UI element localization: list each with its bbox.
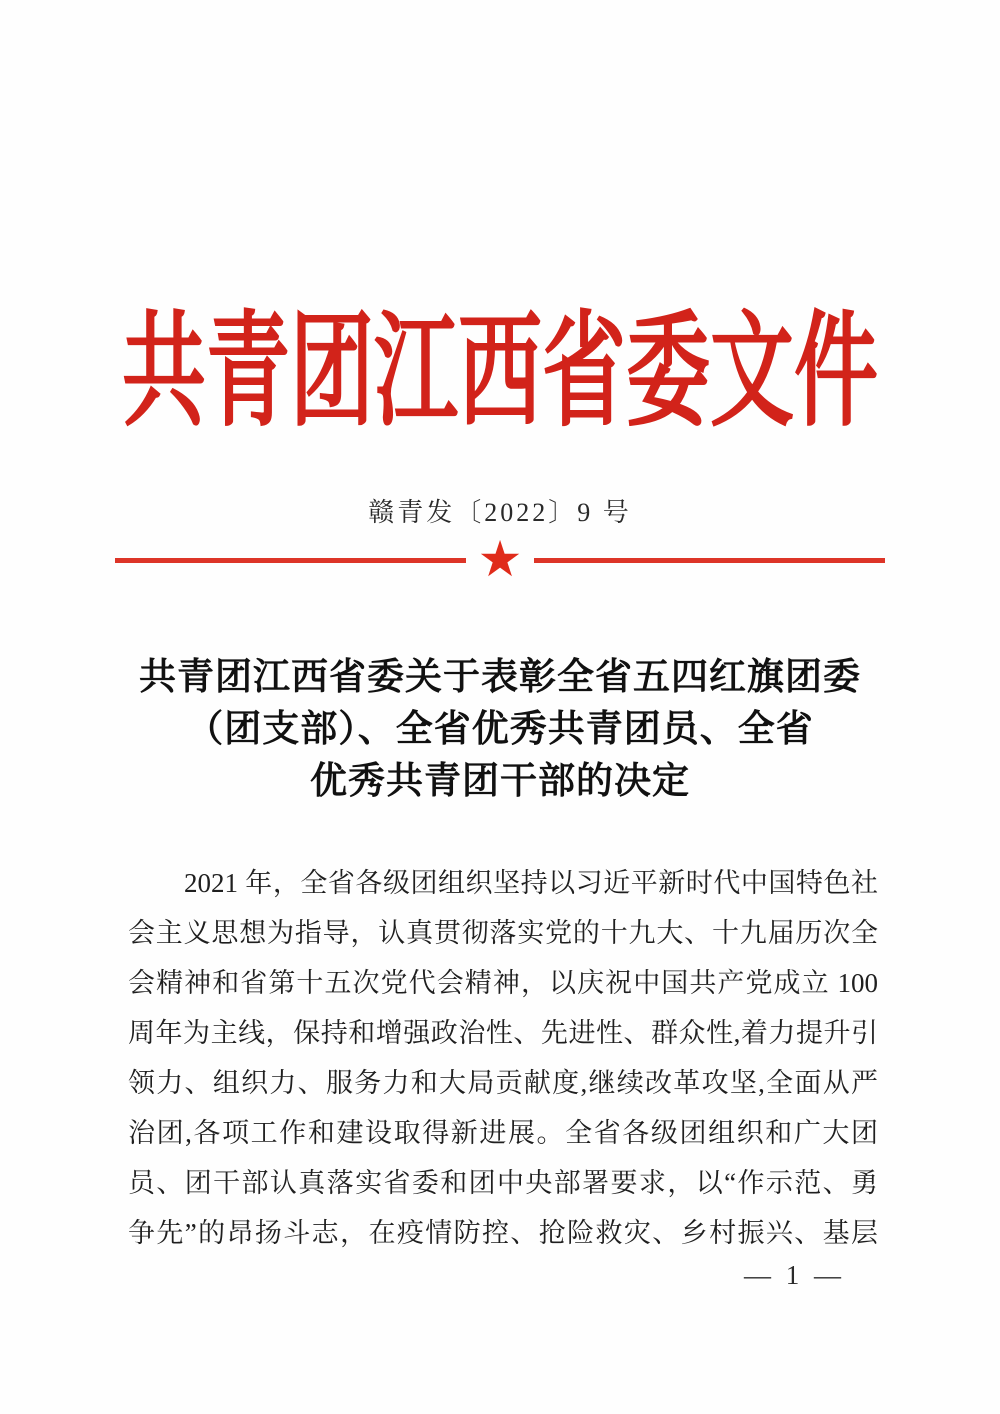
document-title <box>0 652 1000 808</box>
document-header-title: 共青团江西省委文件 <box>121 304 878 443</box>
body-text-line: 领力、组织力、服务力和大局贡献度,继续改革攻坚,全面从严 <box>128 1068 878 1098</box>
document-number: 赣青发〔2022〕9 号 <box>368 498 632 527</box>
body-text-line: 员、团干部认真落实省委和团中央部署要求，以“作示范、勇 <box>128 1168 878 1198</box>
divider-line-right <box>534 558 885 563</box>
divider-line-left <box>115 558 466 563</box>
document-title-line: （团支部）、全省优秀共青团员、全省 <box>186 709 814 750</box>
red-divider <box>115 531 885 587</box>
star-icon: ★ <box>477 531 523 587</box>
body-text-line: 周年为主线，保持和增强政治性、先进性、群众性,着力提升引 <box>128 1018 878 1048</box>
body-text-line: 争先”的昂扬斗志，在疫情防控、抢险救灾、乡村振兴、基层 <box>128 1218 878 1248</box>
body-text-line: 治团,各项工作和建设取得新进展。全省各级团组织和广大团 <box>128 1118 878 1148</box>
body-text-line: 2021 年，全省各级团组织坚持以习近平新时代中国特色社 <box>184 868 878 898</box>
body-text-line: 会主义思想为指导，认真贯彻落实党的十九大、十九届历次全 <box>128 918 878 948</box>
body-text-line: 会精神和省第十五次党代会精神，以庆祝中国共产党成立 100 <box>128 968 878 998</box>
document-title-line: 优秀共青团干部的决定 <box>310 761 690 802</box>
page-number: — 1 — <box>744 1260 845 1290</box>
document-title-line: 共青团江西省委关于表彰全省五四红旗团委 <box>139 657 861 698</box>
document-body <box>128 858 878 1258</box>
